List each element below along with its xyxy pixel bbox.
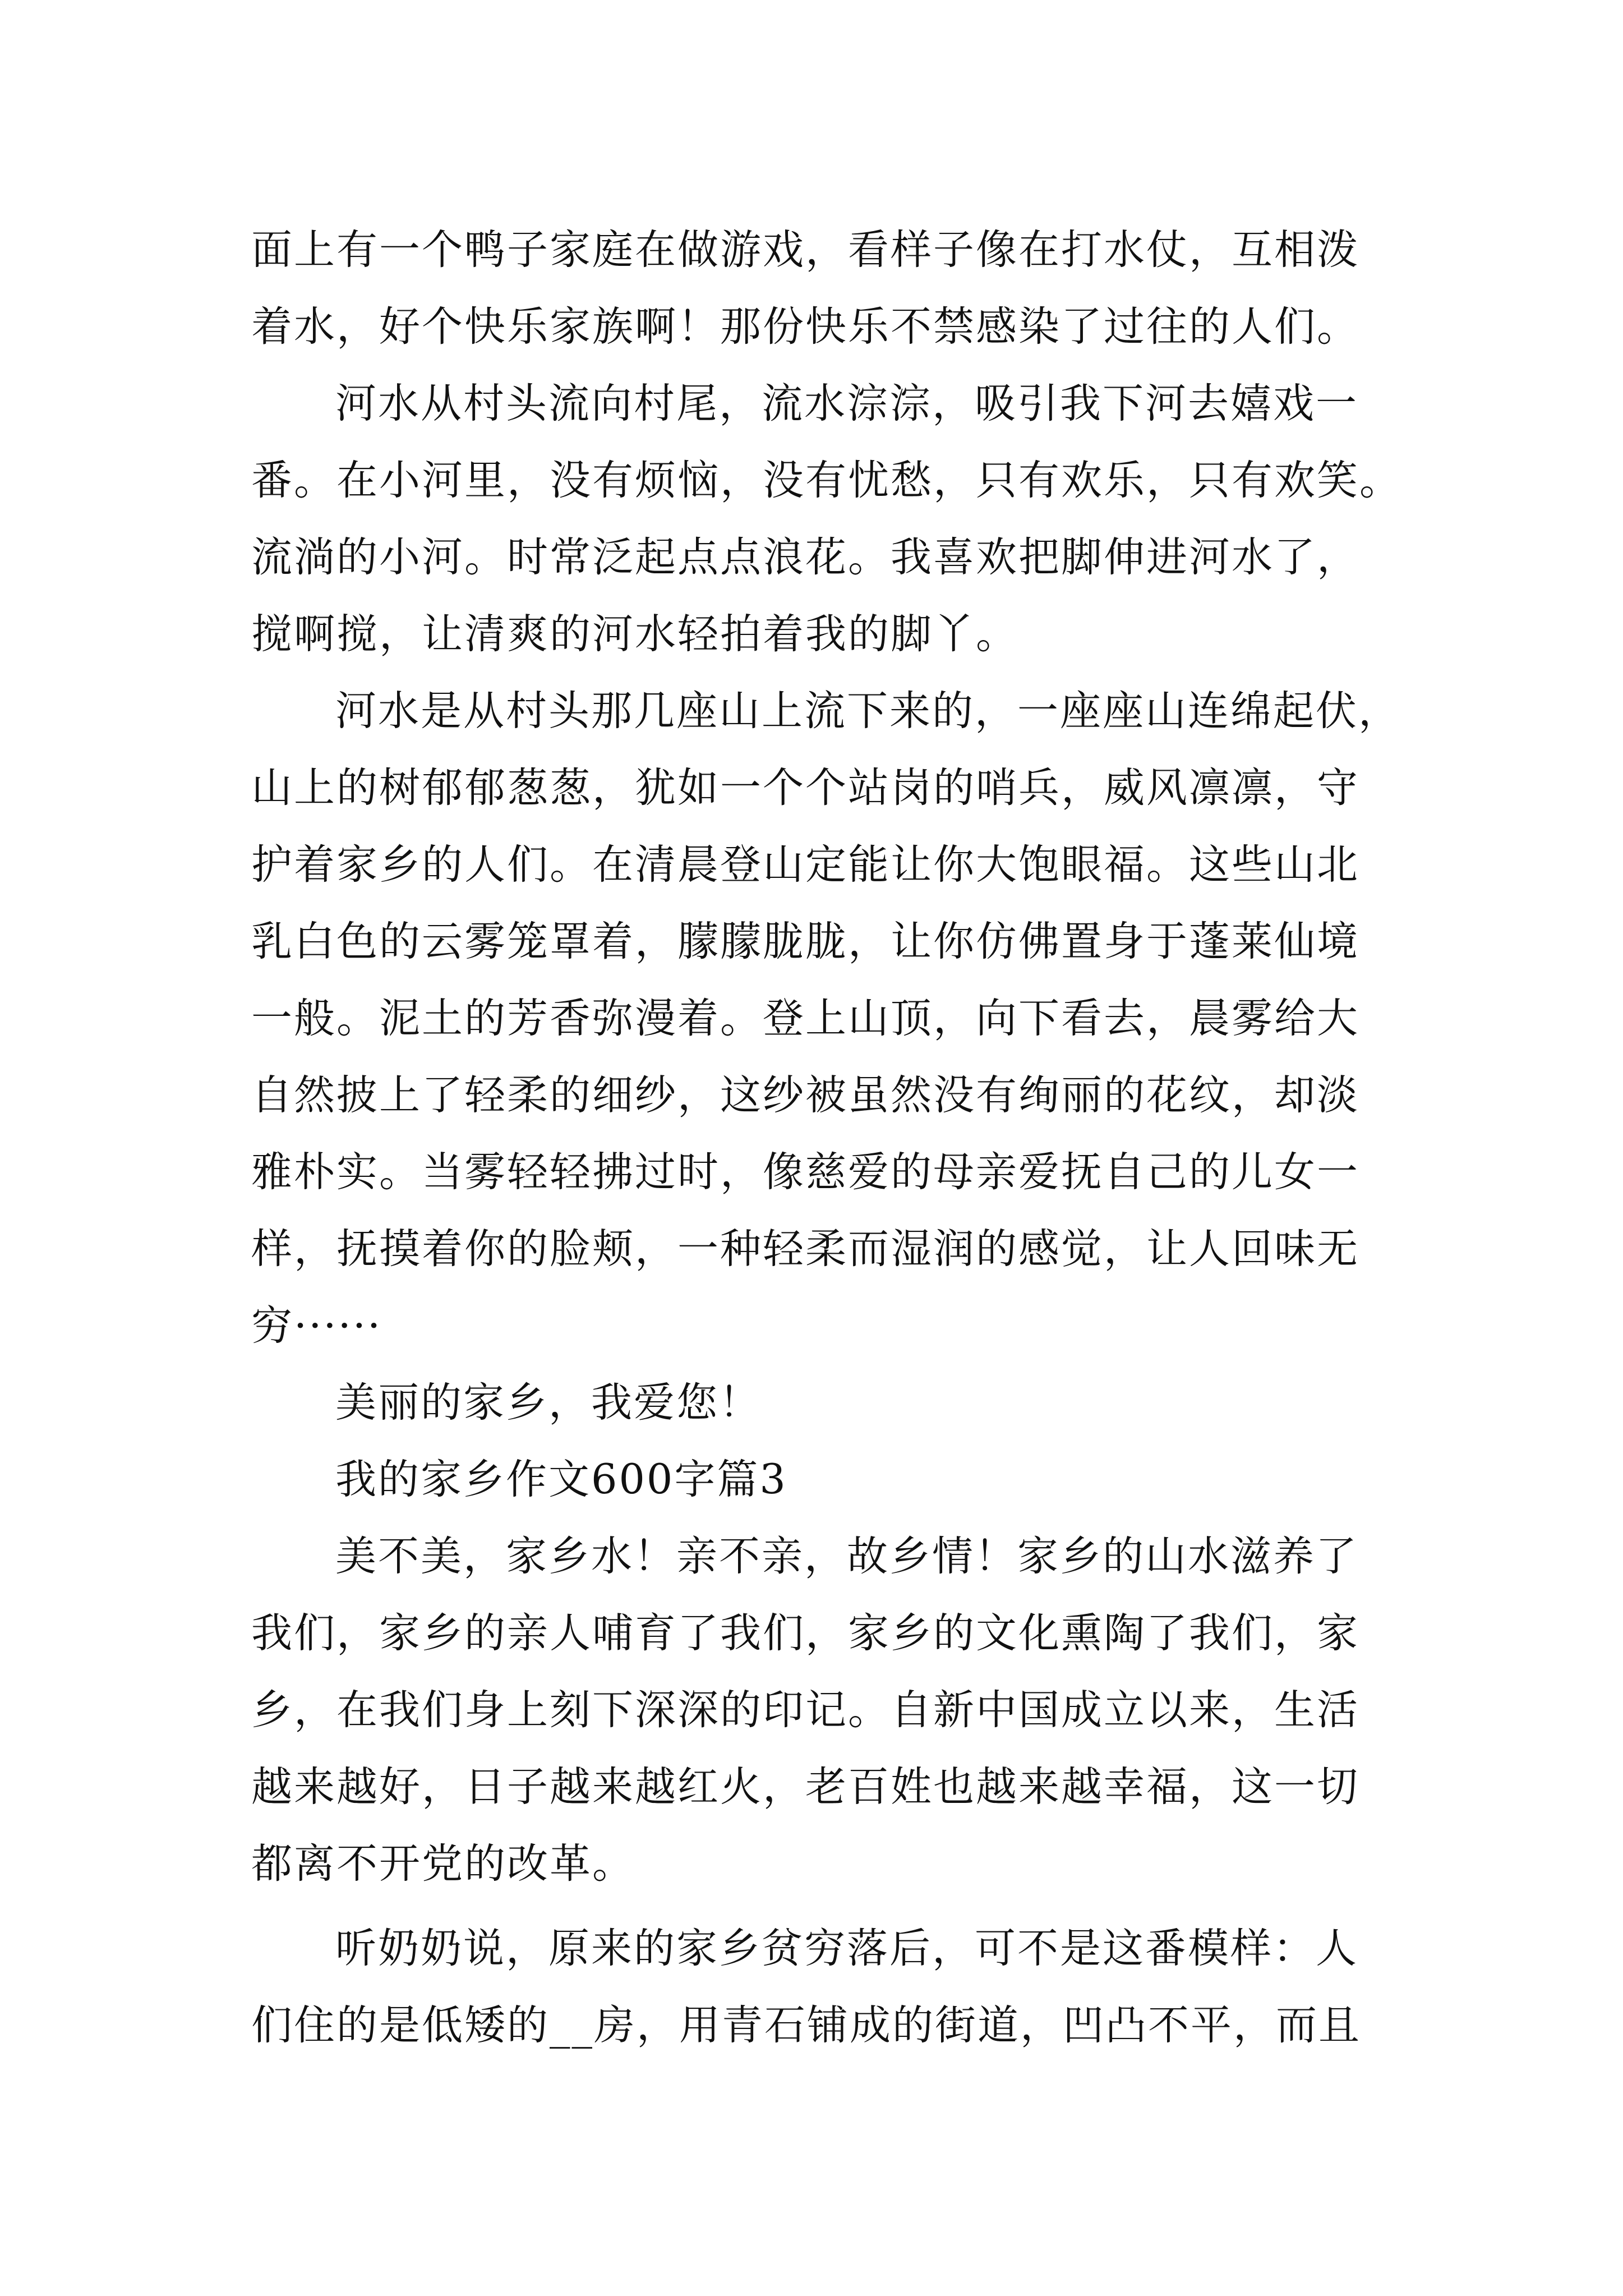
text-line: 自然披上了轻柔的细纱，这纱被虽然没有绚丽的花纹，却淡 [251,1071,1359,1119]
text-line: 着水，好个快乐家族啊！那份快乐不禁感染了过往的人们。 [251,303,1359,351]
text-line: 护着家乡的人们。在清晨登山定能让你大饱眼福。这些山北 [251,841,1359,889]
text-line: 穷······ [251,1302,382,1350]
text-line: 流淌的小河。时常泛起点点浪花。我喜欢把脚伸进河水了， [251,533,1359,581]
text-line: 听奶奶说，原来的家乡贫穷落后，可不是这番模样：人 [335,1925,1358,1972]
text-line: 雅朴实。当雾轻轻拂过时，像慈爱的母亲爱抚自己的儿女一 [251,1148,1359,1196]
text-line: 美不美，家乡水！亲不亲，故乡情！家乡的山水滋养了 [335,1533,1358,1580]
text-line: 搅啊搅，让清爽的河水轻拍着我的脚丫。 [251,610,1018,658]
text-line: 河水是从村头那几座山上流下来的，一座座山连绵起伏， [335,687,1401,735]
essay-body [251,211,1402,2064]
text-line: 番。在小河里，没有烦恼，没有忧愁，只有欢乐，只有欢笑。 [251,457,1402,504]
text-line: 山上的树郁郁葱葱，犹如一个个站岗的哨兵，威风凛凛，守 [251,764,1359,812]
text-line: 样，抚摸着你的脸颊，一种轻柔而湿润的感觉，让人回味无 [251,1225,1359,1273]
text-line: 河水从村头流向村尾，流水淙淙，吸引我下河去嬉戏一 [335,380,1358,427]
text-line: 都离不开党的改革。 [251,1840,635,1888]
text-line: 们住的是低矮的__房，用青石铺成的街道，凹凸不平，而且 [251,2001,1361,2049]
text-line: 一般。泥土的芳香弥漫着。登上山顶，向下看去，晨雾给大 [251,995,1359,1042]
text-line: 面上有一个鸭子家庭在做游戏，看样子像在打水仗，互相泼 [251,226,1359,274]
text-line: 越来越好，日子越来越红火，老百姓也越来越幸福，这一切 [251,1763,1359,1811]
text-line: 乡，在我们身上刻下深深的印记。自新中国成立以来，生活 [251,1686,1359,1734]
text-line: 美丽的家乡，我爱您！ [335,1379,762,1427]
text-line: 我们，家乡的亲人哺育了我们，家乡的文化熏陶了我们，家 [251,1609,1359,1657]
text-line: 乳白色的云雾笼罩着，朦朦胧胧，让你仿佛置身于蓬莱仙境 [251,918,1359,965]
section-heading: 我的家乡作文600字篇3 [335,1456,787,1503]
